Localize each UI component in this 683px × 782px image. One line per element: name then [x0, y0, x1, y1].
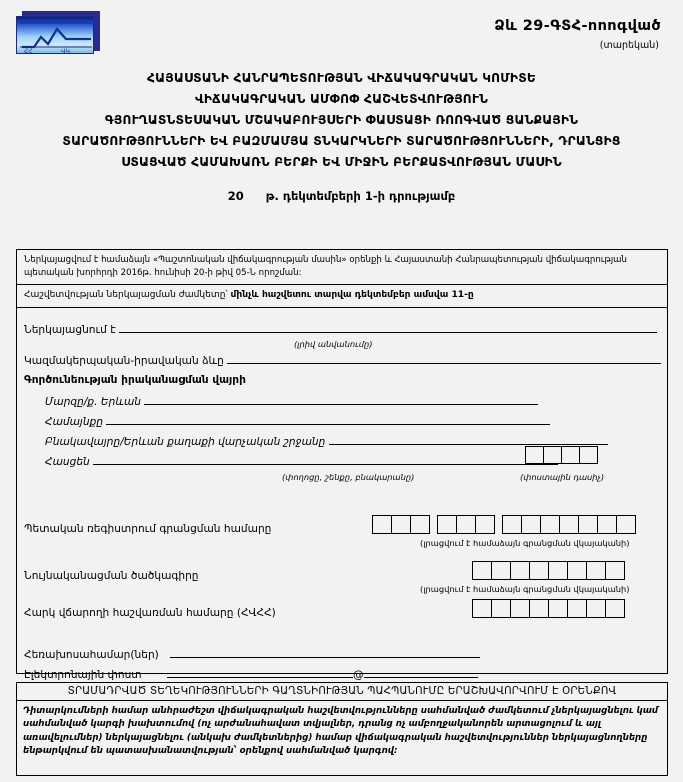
tax-id-cell[interactable]: [529, 599, 549, 618]
logo-box: [16, 16, 94, 54]
phone-input[interactable]: [170, 647, 480, 658]
state-reg-cell[interactable]: [372, 515, 392, 534]
region-label: Մարզը/ք. Երևան: [45, 396, 142, 408]
state-reg-cell[interactable]: [578, 515, 598, 534]
org-legal-form-label: Կազմակերպական-իրավական ձևը: [24, 355, 224, 367]
community-label: Համայնքը: [45, 416, 104, 428]
title-line-4: ՏԱՐԱԾՈՒԹՅՈՒՆՆԵՐԻ ԵՎ ԲԱԶՄԱՄՅԱ ՏՆԿԱՐԿՆԵՐԻ ՏԱՐԱԾՈՒԹՅՈՒՆՆԵՐԻ, ԴՐԱՆՑԻՑ: [62, 134, 621, 148]
settlement-input[interactable]: [329, 434, 608, 445]
state-reg-group-3[interactable]: [502, 515, 636, 534]
svg-text:ՎԿ: ՎԿ: [61, 48, 70, 55]
id-code-cell[interactable]: [586, 561, 606, 580]
postal-code-cell[interactable]: [525, 446, 544, 464]
submitted-by-caption: (լրիվ անվանումը): [294, 339, 373, 349]
form-code: Ձև 29-ԳՏՀ-ոոոգված: [494, 18, 661, 34]
id-code-cell[interactable]: [548, 561, 568, 580]
id-code-label: Նույնականացման ծածկագիրը: [24, 570, 199, 582]
community-input[interactable]: [106, 414, 550, 425]
state-reg-cell[interactable]: [597, 515, 617, 534]
reporting-date-line: [0, 189, 683, 203]
org-legal-form-input[interactable]: [227, 353, 661, 364]
phone-row: [24, 647, 480, 661]
id-code-caption: (լրացվում է համաձայն գրանցման վկայականի): [420, 584, 630, 594]
title-line-1: ՀԱՅԱՍՏԱՆԻ ՀԱՆՐԱՊԵՏՈՒԹՅԱՆ ՎԻՃԱԿԱԳՐԱԿԱՆ ԿՈՄԻՏԵ: [147, 71, 536, 85]
confidentiality-notice: [16, 682, 668, 776]
address-row: [45, 454, 558, 468]
settlement-label: Բնակավայրը/Երևան քաղաքի վարչական շրջանը: [45, 436, 326, 448]
tax-id-cell[interactable]: [472, 599, 492, 618]
page-title: [0, 68, 683, 173]
id-code-cell[interactable]: [510, 561, 530, 580]
submission-deadline: [17, 285, 667, 308]
id-code-boxes[interactable]: [472, 561, 625, 580]
submitted-by-input[interactable]: [119, 322, 657, 333]
legal-basis-text: Ներկայացվում է համաձայն «Պաշտոնական վիճակագրության մասին» օրենքի և Հայաստանի Հանրապետության վիճակագրության պետական խորհրդի 2016թ. հունիսի 20-ի թիվ 05-Ն որոշման:: [17, 250, 667, 285]
state-reg-cell[interactable]: [456, 515, 476, 534]
at-symbol: @: [352, 669, 364, 681]
postal-code-cell[interactable]: [579, 446, 598, 464]
submitted-by-label: Ներկայացնում է: [24, 324, 116, 336]
form-body: [16, 249, 668, 681]
state-reg-cell[interactable]: [521, 515, 541, 534]
activity-address-header: Գործունեության իրականացման վայրի: [24, 374, 246, 386]
title-line-5: ՍՏԱՑՎԱԾ ՀԱՄԱԽԱՌՆ ԲԵՐՔԻ ԵՎ ՄԻՋԻՆ ԲԵՐՔԱՏՎՈՒԹՅԱՆ ՄԱՍԻՆ: [121, 155, 562, 169]
id-code-cell[interactable]: [567, 561, 587, 580]
tax-id-cell[interactable]: [586, 599, 606, 618]
state-reg-cell[interactable]: [391, 515, 411, 534]
id-code-cell[interactable]: [491, 561, 511, 580]
address-caption: (փողոցը, շենքը, բնակարանը): [282, 472, 415, 482]
title-line-2: ՎԻՃԱԿԱԳՐԱԿԱՆ ԱՄՓՈՓ ՀԱՇՎԵՏՎՈՒԹՅՈՒՆ: [194, 92, 489, 106]
phone-label: Հեռախոսահամար(ներ): [24, 649, 159, 661]
deadline-prefix: Հաշվետվության ներկայացման ժամկետը՝: [24, 290, 231, 300]
address-input[interactable]: [93, 454, 558, 465]
email-row: [24, 667, 478, 681]
tax-id-cell[interactable]: [548, 599, 568, 618]
state-reg-cell[interactable]: [502, 515, 522, 534]
org-legal-form-row: [24, 353, 661, 367]
id-code-cell[interactable]: [605, 561, 625, 580]
svg-text:ՀՀ: ՀՀ: [24, 48, 33, 55]
address-label: Հասցեն: [45, 456, 90, 468]
email-label: Էլեկտրոնային փոստ: [24, 669, 142, 681]
date-rest: թ. դեկտեմբերի 1-ի դրությամբ: [265, 189, 456, 203]
chart-line-icon: [17, 17, 95, 55]
tax-id-cell[interactable]: [605, 599, 625, 618]
title-line-3: ԳՅՈՒՂԱՏՆՏԵՍԱԿԱՆ ՄՇԱԿԱԲՈՒՅՍԵՐԻ ՓԱՍՏԱՑԻ ՌՈՈԳՎԱԾ ՑԱՆՔԱՅԻՆ: [104, 113, 579, 127]
id-code-cell[interactable]: [529, 561, 549, 580]
region-input[interactable]: [144, 394, 538, 405]
postal-code-cell[interactable]: [561, 446, 580, 464]
state-reg-cell[interactable]: [559, 515, 579, 534]
state-reg-cell[interactable]: [475, 515, 495, 534]
community-row: [45, 414, 550, 428]
postal-code-cell[interactable]: [543, 446, 562, 464]
state-reg-label: Պետական ռեգիստրում գրանցման համարը: [24, 523, 272, 535]
postal-caption: (փոստային դասիչ): [520, 472, 605, 482]
year-prefix: 20: [227, 189, 244, 203]
state-reg-group-2[interactable]: [437, 515, 495, 534]
form-fields: [17, 308, 667, 681]
deadline-value: մինչև հաշվետու տարվա դեկտեմբեր ամսվա 11-ը: [230, 290, 474, 300]
tax-id-cell[interactable]: [567, 599, 587, 618]
state-reg-cell[interactable]: [616, 515, 636, 534]
tax-id-cell[interactable]: [491, 599, 511, 618]
submitted-by-row: [24, 322, 657, 336]
state-reg-cell[interactable]: [437, 515, 457, 534]
tax-id-cell[interactable]: [510, 599, 530, 618]
page-header: [0, 0, 683, 62]
form-code-periodicity: (տարեկան): [599, 40, 659, 51]
state-reg-group-1[interactable]: [372, 515, 430, 534]
state-reg-cell[interactable]: [410, 515, 430, 534]
email-domain-input[interactable]: [364, 667, 478, 678]
settlement-row: [45, 434, 608, 448]
confidentiality-title: ՏՐԱՄԱԴՐՎԱԾ ՏԵՂԵԿՈՒԹՅՈՒՆՆԵՐԻ ԳԱՂՏՆԻՈՒԹՅԱՆ ՊԱՀՊԱՆՈՒՄԸ ԵՐԱՇԽԱՎՈՐՎՈՒՄ Է ՕՐԵՆՔՈՎ: [17, 683, 667, 701]
penalty-notice-text: Դիտարկումների համար անհրաժեշտ վիճակագրական հաշվետվությունները սահմանված ժամկետում չներկայացնելու կամ սահմանված կարգի խախտումով (ոչ արժանահավատ տվյալներ, դրանց ոչ ամբողջականորեն արտացոլում և այլ առավելումներ) ներկայացնելու (անկախ ժամկետներից) համար վիճակագրական հաշվետվություններ ներկայացնողները ենթարկվում են պատասխանատվության՝ օրենքով սահմանված կարգով:: [23, 706, 659, 757]
postal-code-boxes[interactable]: [525, 446, 598, 464]
statistics-chart-logo-icon: [14, 8, 102, 53]
tax-id-boxes[interactable]: [472, 599, 625, 618]
region-row: [45, 394, 538, 408]
email-user-input[interactable]: [167, 667, 353, 678]
tax-id-label: Հարկ վճարողի հաշվառման համարը (ՀՎՀՀ): [24, 607, 276, 619]
state-reg-caption: (լրացվում է համաձայն գրանցման վկայականի): [420, 538, 630, 548]
state-reg-cell[interactable]: [540, 515, 560, 534]
id-code-cell[interactable]: [472, 561, 492, 580]
